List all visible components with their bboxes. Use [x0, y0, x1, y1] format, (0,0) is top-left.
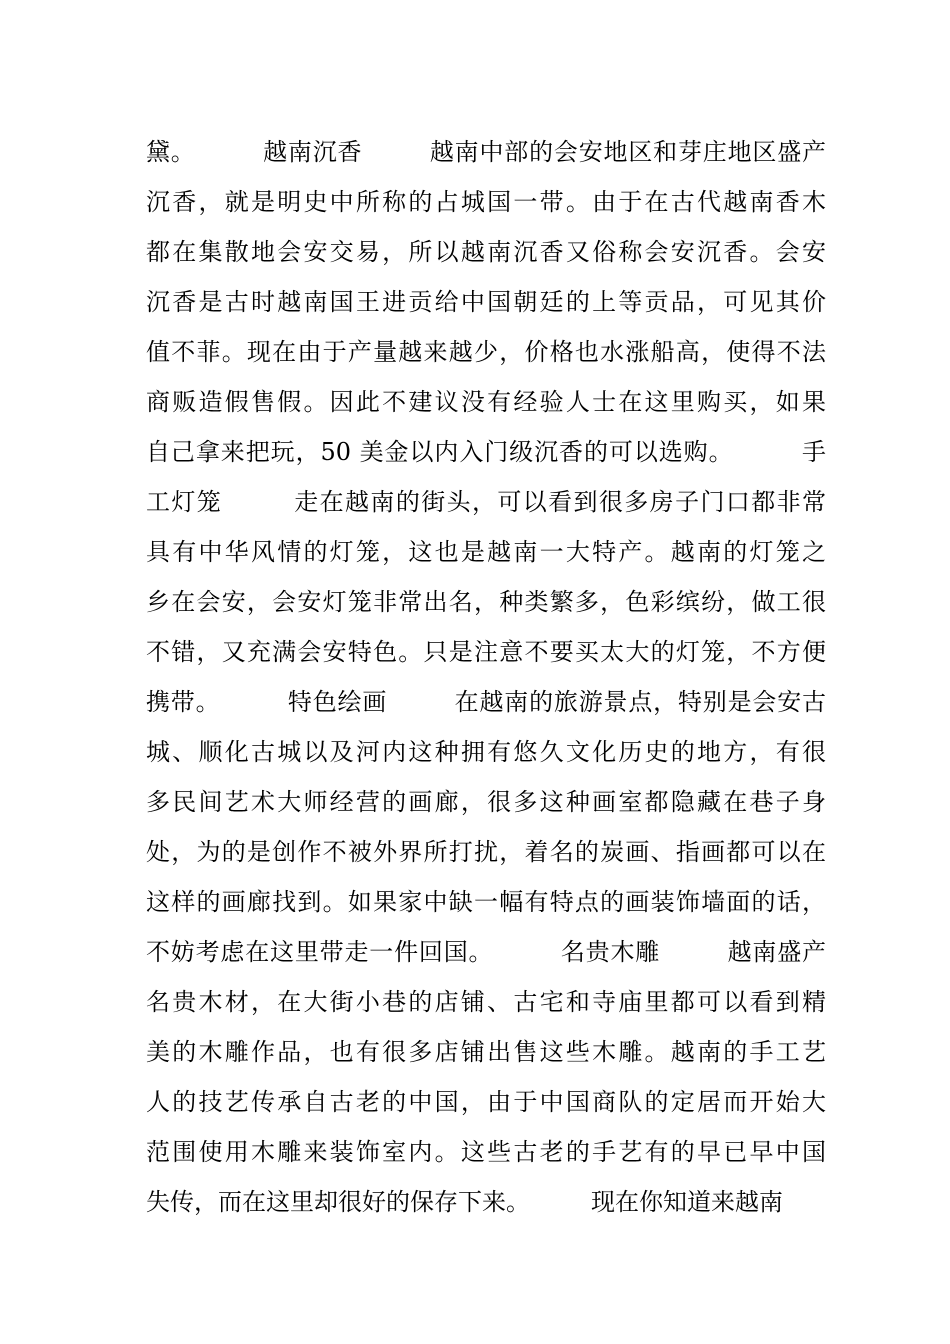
text-line: 这样的画廊找到。如果家中缺一幅有特点的画装饰墙面的话， — [146, 888, 826, 916]
text-line: 不错，又充满会安特色。只是注意不要买太大的灯笼，不方便 — [146, 638, 826, 666]
text-line: 具有中华风情的灯笼，这也是越南一大特产。越南的灯笼之 — [146, 538, 826, 566]
text-line: 工灯笼 走在越南的街头，可以看到很多房子门口都非常 — [146, 488, 826, 516]
text-line: 不妨考虑在这里带走一件回国。 名贵木雕 越南盛产 — [146, 938, 826, 966]
text-line: 处，为的是创作不被外界所打扰，着名的炭画、指画都可以在 — [146, 838, 826, 866]
text-line: 名贵木材，在大街小巷的店铺、古宅和寺庙里都可以看到精 — [146, 988, 826, 1016]
text-line: 城、顺化古城以及河内这种拥有悠久文化历史的地方，有很 — [146, 738, 826, 766]
text-line: 商贩造假售假。因此不建议没有经验人士在这里购买，如果 — [146, 388, 826, 416]
text-line: 都在集散地会安交易，所以越南沉香又俗称会安沉香。会安 — [146, 238, 826, 266]
text-line: 值不菲。现在由于产量越来越少，价格也水涨船高，使得不法 — [146, 338, 826, 366]
text-line: 乡在会安，会安灯笼非常出名，种类繁多，色彩缤纷，做工很 — [146, 588, 826, 616]
text-line: 失传，而在这里却很好的保存下来。 现在你知道来越南 — [146, 1188, 784, 1216]
text-line: 美的木雕作品，也有很多店铺出售这些木雕。越南的手工艺 — [146, 1038, 826, 1066]
text-line: 黛。 越南沉香 越南中部的会安地区和芽庄地区盛产 — [146, 138, 826, 166]
text-line: 人的技艺传承自古老的中国，由于中国商队的定居而开始大 — [146, 1088, 826, 1116]
text-line: 沉香是古时越南国王进贡给中国朝廷的上等贡品，可见其价 — [146, 288, 826, 316]
text-line: 多民间艺术大师经营的画廊，很多这种画室都隐藏在巷子身 — [146, 788, 826, 816]
text-line: 携带。 特色绘画 在越南的旅游景点，特别是会安古 — [146, 688, 826, 716]
text-line: 自己拿来把玩，50 美金以内入门级沉香的可以选购。 手 — [146, 438, 826, 466]
text-line: 范围使用木雕来装饰室内。这些古老的手艺有的早已早中国 — [146, 1138, 826, 1166]
text-line: 沉香，就是明史中所称的占城国一带。由于在古代越南香木 — [146, 188, 826, 216]
body-text — [146, 127, 826, 1227]
